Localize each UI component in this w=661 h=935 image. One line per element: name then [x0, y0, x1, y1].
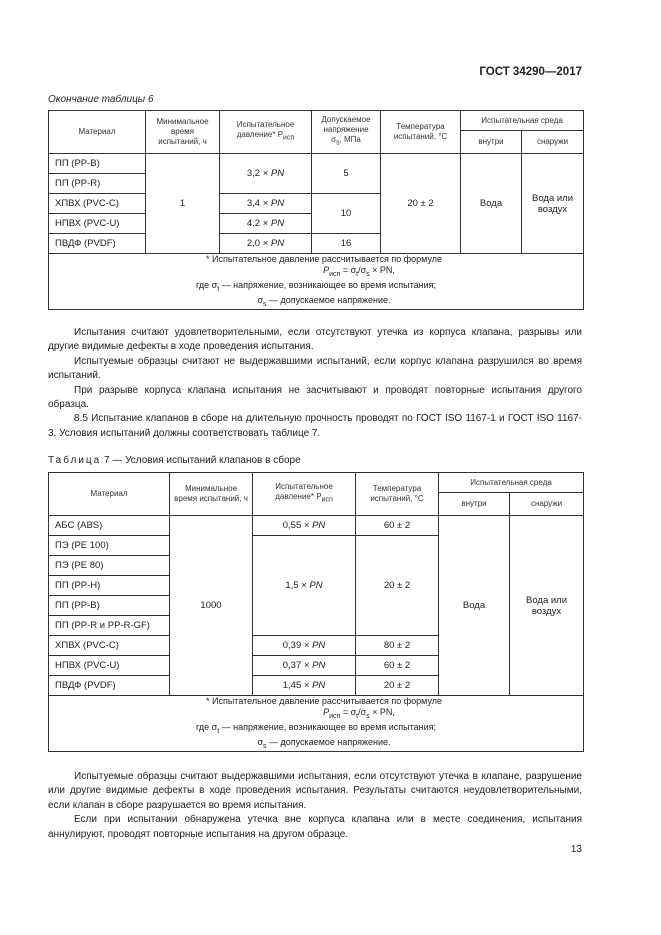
- t6-head-pressure: Испытательное давление* $P_{исп}$: [220, 111, 312, 154]
- paragraph: Если при испытании обнаружена утечка вне корпуса клапана или в месте соединения, испытания аннулируют, проводят повторные испытания на другом образце.: [48, 814, 582, 840]
- paragraph: Испытуемые образцы считают не выдержавшими испытаний, если корпус клапана разрушился во время испытаний.: [48, 355, 582, 382]
- t7-temp: 60 ± 2: [356, 656, 439, 676]
- t7-material: НПВХ (PVC-U): [49, 656, 170, 676]
- t6-material: ХПВХ (PVC-C): [49, 194, 146, 214]
- t7-head-temp: Температура испытаний, °С: [356, 473, 439, 516]
- t7-pressure: 0,37 × PN: [253, 656, 356, 676]
- t6-pressure: 4,2 × PN: [220, 214, 312, 234]
- t7-material: ХПВХ (PVC-C): [49, 636, 170, 656]
- t7-pressure: 0,55 × PN: [253, 516, 356, 536]
- t6-head-temp: Температура испытаний, °С: [381, 111, 461, 154]
- t6-where2: $\sigma_s$ — допускаемое напряжение.: [257, 294, 391, 308]
- t7-temp: 80 ± 2: [356, 636, 439, 656]
- t7-material: ПП (PP-H): [49, 576, 170, 596]
- t7-temp: 60 ± 2: [356, 516, 439, 536]
- t7-head-medium: Испытательная среда: [439, 473, 584, 493]
- t6-pressure: 3,4 × PN: [220, 194, 312, 214]
- t6-inside: Вода: [461, 154, 522, 254]
- t7-footnote: * Испытательное давление рассчитывается по формуле $P_{исп} = \sigma_t/\sigma_s$ × PN, где $\sigma_t$ — напряжение, возникающее во время испытания; $\sigma_s$ — допускаемое напряжение.: [49, 696, 584, 752]
- t6-stress: 16: [312, 234, 381, 254]
- t6-stress: 5: [312, 154, 381, 194]
- t6-material: ПВДФ (PVDF): [49, 234, 146, 254]
- body-text-1: [48, 326, 582, 441]
- t7-head-min-time: Минимальное время испытаний, ч: [170, 473, 253, 516]
- t7-temp: 20 ± 2: [356, 536, 439, 636]
- t6-head-medium: Испытательная среда: [461, 111, 584, 131]
- t6-pressure: 2,0 × PN: [220, 234, 312, 254]
- t6-head-inside: внутри: [461, 131, 522, 154]
- table-row: [49, 516, 584, 536]
- t7-inside: Вода: [439, 516, 510, 696]
- t6-formula: $P_{исп} = \sigma_t/\sigma_s$ × PN,: [323, 265, 395, 278]
- paragraph: Испытуемые образцы считают выдержавшими испытания, если отсутствуют утечка в клапане, разрушение или другие видимые дефекты в ходе проведения испытания. Результаты считаются неудовлетворительными, если клапан в сборе разрушается во время испытания.: [48, 771, 582, 811]
- t7-material: АБС (ABS): [49, 516, 170, 536]
- t7-pressure: 0,39 × PN: [253, 636, 356, 656]
- t6-head-material: Материал: [49, 111, 146, 154]
- t7-pressure: 1,5 × PN: [253, 536, 356, 636]
- t7-material: ПЭ (PE 100): [49, 536, 170, 556]
- t6-head-stress: Допускаемое напряжение $\sigma_s$, МПа: [312, 111, 381, 154]
- t7-time: 1000: [170, 516, 253, 696]
- t6-head-min-time: Минимальное время испытаний, ч: [146, 111, 220, 154]
- t6-where1: где $\sigma_t$ — напряжение, возникающее во время испытания;: [195, 279, 437, 293]
- table7: [48, 472, 584, 752]
- t7-where1: где $\sigma_t$ — напряжение, возникающее во время испытания;: [195, 721, 437, 735]
- body-text-2: [48, 770, 582, 842]
- t6-stress: 10: [312, 194, 381, 234]
- t7-material: ПЭ (PE 80): [49, 556, 170, 576]
- t7-formula: $P_{исп} = \sigma_t/\sigma_s$ × PN,: [323, 707, 395, 720]
- t6-temp: 20 ± 2: [381, 154, 461, 254]
- t6-outside: Вода или воздух: [522, 154, 584, 254]
- table-row: [49, 154, 584, 174]
- t7-material: ПВДФ (PVDF): [49, 676, 170, 696]
- t7-head-material: Материал: [49, 473, 170, 516]
- table7-caption: Таблица 7 — Условия испытаний клапанов в сборе: [48, 455, 301, 466]
- t6-material: НПВХ (PVC-U): [49, 214, 146, 234]
- t6-head-outside: снаружи: [522, 131, 584, 154]
- page-number: 13: [570, 844, 582, 855]
- t7-head-inside: внутри: [439, 493, 510, 516]
- paragraph: При разрыве корпуса клапана испытания не засчитывают и проводят повторные испытания другого образца.: [48, 384, 582, 411]
- t7-head-pressure: Испытательное давление* $P_{исп}$: [253, 473, 356, 516]
- t7-head-outside: снаружи: [510, 493, 584, 516]
- t6-footnote: * Испытательное давление рассчитывается по формуле $P_{исп} = \sigma_t/\sigma_s$ × PN, где $\sigma_t$ — напряжение, возникающее во время испытания; $\sigma_s$ — допускаемое напряжение.: [49, 254, 584, 310]
- t6-pressure: 3,2 × PN: [220, 154, 312, 194]
- t7-pressure: 1,45 × PN: [253, 676, 356, 696]
- paragraph: 8.5 Испытание клапанов в сборе на длительную прочность проводят по ГОСТ ISO 1167-1 и ГОСТ ISO 1167-3. Условия испытаний должны соответствовать таблице 7.: [48, 413, 582, 439]
- document-header: ГОСТ 34290—2017: [479, 66, 582, 78]
- t6-time: 1: [146, 154, 220, 254]
- paragraph: Испытания считают удовлетворительными, если отсутствуют утечка из корпуса клапана, разрывы или другие видимые дефекты в ходе проведения испытания.: [48, 327, 582, 353]
- t6-material: ПП (PP-R): [49, 174, 146, 194]
- t7-temp: 20 ± 2: [356, 676, 439, 696]
- t7-where2: $\sigma_s$ — допускаемое напряжение.: [257, 736, 391, 750]
- t7-material: ПП (PP-R и PP-R-GF): [49, 616, 170, 636]
- t7-outside: Вода или воздух: [510, 516, 584, 696]
- table6-caption: Окончание таблицы 6: [48, 94, 154, 105]
- table6: [48, 110, 584, 310]
- t6-material: ПП (PP-B): [49, 154, 146, 174]
- t7-material: ПП (PP-B): [49, 596, 170, 616]
